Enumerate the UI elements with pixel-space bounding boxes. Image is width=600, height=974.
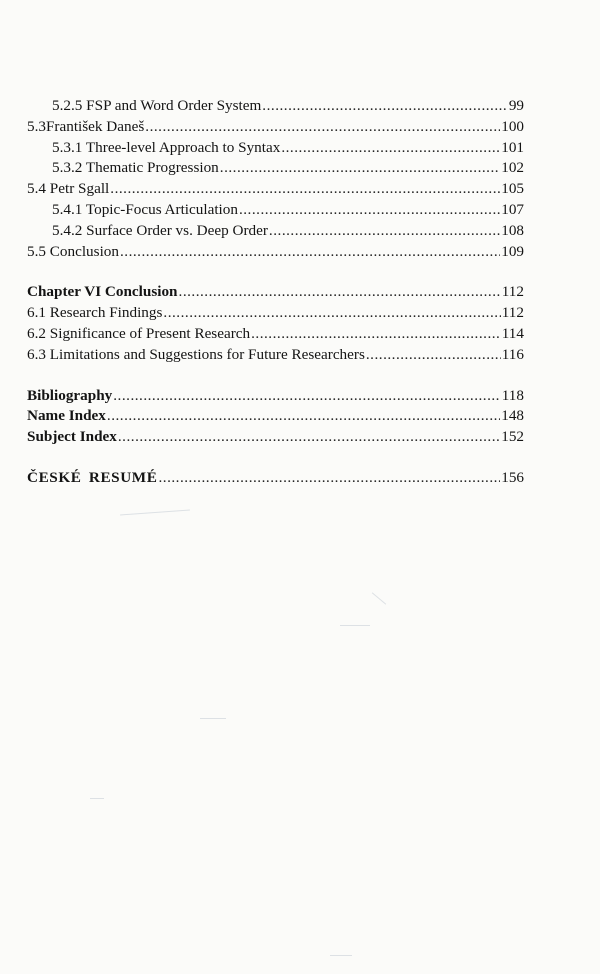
toc-entry-6-1: [27, 303, 524, 324]
toc-chapter-title: Chapter VI Conclusion: [27, 283, 178, 301]
dot-leader: [107, 406, 500, 427]
toc-entry-page: 101: [501, 138, 524, 156]
spacer: [27, 262, 524, 282]
dot-leader: [220, 158, 500, 179]
toc-entry-page: 116: [501, 345, 524, 363]
toc-entry-page: 112: [501, 304, 524, 322]
toc-entry-page: 102: [501, 159, 524, 177]
toc-entry-page: 118: [501, 386, 524, 404]
toc-entry-subject-index: [27, 427, 524, 448]
dot-leader: [120, 242, 500, 263]
toc-entry-chapter-6: [27, 282, 524, 303]
toc-entry-5-4: [27, 179, 524, 200]
dot-leader: [239, 200, 500, 221]
toc-entry-5-3: [27, 117, 524, 138]
dot-leader: [281, 138, 500, 159]
dot-leader: [179, 282, 501, 303]
toc-entry-page: 152: [501, 428, 524, 446]
dot-leader: [269, 221, 500, 242]
dot-leader: [158, 468, 500, 489]
toc-entry-title: 5.3.2 Thematic Progression: [52, 159, 219, 177]
toc-entry-title: 5.4.2 Surface Order vs. Deep Order: [52, 221, 268, 239]
toc-entry-title: 5.4.1 Topic-Focus Articulation: [52, 200, 238, 218]
toc-entry-page: 108: [501, 221, 524, 239]
toc-entry-5-2-5: [27, 96, 524, 117]
toc-entry-page: 109: [501, 242, 524, 260]
dot-leader: [113, 386, 501, 407]
toc-entry-5-5: [27, 242, 524, 263]
scan-mark: [200, 718, 226, 719]
toc-entry-5-4-1: [27, 200, 524, 221]
dot-leader: [251, 324, 501, 345]
scan-mark: [340, 625, 370, 626]
scan-mark: [90, 798, 104, 799]
toc-entry-czech-resume: [27, 468, 524, 489]
dot-leader: [110, 179, 500, 200]
toc-entry-title: Subject Index: [27, 428, 117, 446]
toc-entry-5-3-1: [27, 138, 524, 159]
toc-entry-page: 107: [501, 200, 524, 218]
scan-mark: [330, 955, 352, 956]
toc-entry-5-4-2: [27, 221, 524, 242]
dot-leader: [145, 117, 500, 138]
toc-entry-5-3-2: [27, 158, 524, 179]
dot-leader: [163, 303, 500, 324]
toc-entry-page: 156: [501, 468, 524, 486]
toc-entry-6-3: [27, 345, 524, 366]
dot-leader: [366, 345, 501, 366]
scan-mark: [120, 510, 190, 516]
toc-entry-title: 5.3František Daneš: [27, 117, 145, 135]
toc-entry-page: 148: [501, 407, 524, 425]
spacer: [27, 366, 524, 386]
toc-entry-title: 5.3.1 Three-level Approach to Syntax: [52, 138, 281, 156]
toc-entry-title: 6.3 Limitations and Suggestions for Future Researchers: [27, 345, 365, 363]
toc-entry-title: 5.4 Petr Sgall: [27, 180, 110, 198]
dot-leader: [118, 427, 500, 448]
toc-entry-page: 112: [501, 283, 524, 301]
toc-entry-6-2: [27, 324, 524, 345]
toc-entry-bibliography: [27, 386, 524, 407]
spacer: [27, 448, 524, 468]
toc-entry-name-index: [27, 406, 524, 427]
toc-entry-title: 6.2 Significance of Present Research: [27, 324, 251, 342]
toc-entry-title: Bibliography: [27, 386, 113, 404]
toc-entry-title: 5.2.5 FSP and Word Order System: [52, 97, 262, 114]
toc-entry-title: ČESKÉ RESUMÉ: [27, 468, 158, 486]
toc-entry-page: 99: [508, 97, 524, 114]
toc-entry-title: 5.5 Conclusion: [27, 242, 119, 260]
dot-leader: [262, 96, 508, 117]
toc-entry-page: 105: [501, 180, 524, 198]
toc-entry-title: Name Index: [27, 407, 106, 425]
toc-entry-title: 6.1 Research Findings: [27, 304, 163, 322]
toc-entry-page: 100: [501, 117, 524, 135]
scan-mark: [372, 592, 386, 604]
table-of-contents: [27, 96, 524, 489]
toc-entry-page: 114: [501, 324, 524, 342]
